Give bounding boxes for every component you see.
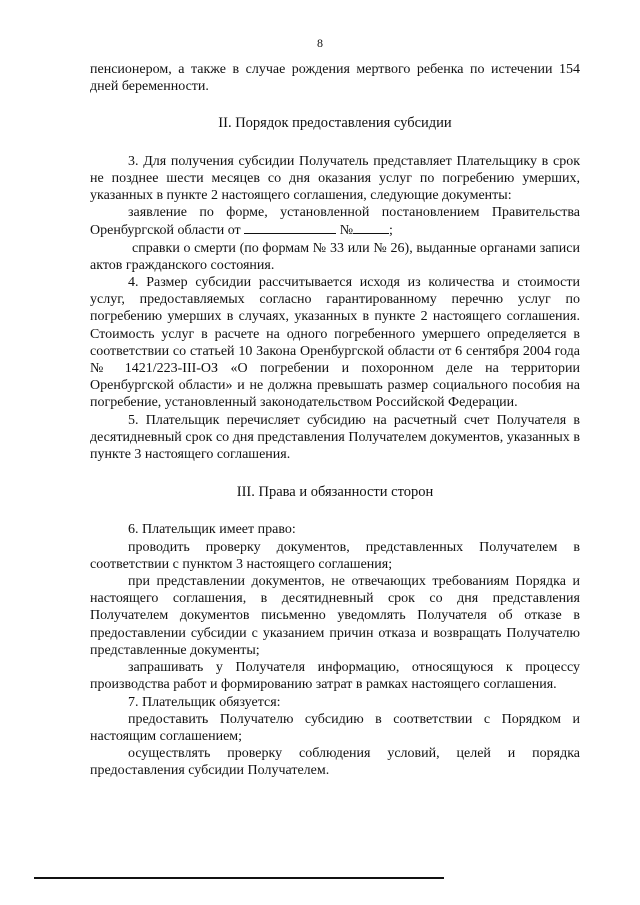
- paragraph-7: 7. Плательщик обязуется:: [128, 694, 281, 710]
- paragraph-6: 6. Плательщик имеет право:: [128, 522, 296, 538]
- paragraph-3-application: [90, 204, 580, 239]
- date-blank-line: [244, 221, 336, 234]
- bottom-divider: [34, 877, 444, 879]
- number-sign: №: [336, 223, 354, 239]
- paragraph-6-check: проводить проверку документов, представленных Получателем в соответствии с пунктом 3 настоящего соглашения;: [90, 539, 580, 572]
- paragraph-6-request: запрашивать у Получателя информацию, относящуюся к процессу производства работ и формированию затрат в рамках настоящего соглашения.: [90, 660, 580, 693]
- number-blank-line: [353, 221, 389, 234]
- application-text: заявление по форме, установленной постановлением Правительства Оренбургской области от: [90, 205, 580, 239]
- section-heading-ii: II. Порядок предоставления субсидии: [218, 115, 452, 132]
- paragraph-7-provide: предоставить Получателю субсидию в соответствии с Порядком и настоящим соглашением;: [90, 711, 580, 744]
- paragraph-6-refusal: при представлении документов, не отвечающих требованиям Порядка и настоящего соглашения, в десятидневный срок со дня представления Получателем документов письменно уведомлять Получателя об отказе в предоставлении субсидии с указанием причин отказа и возвращать Получателю представленные документы;: [90, 574, 580, 658]
- paragraph-3: 3. Для получения субсидии Получатель представляет Плательщику в срок не позднее шести месяцев со дня оказания услуг по погребению умерших, указанных в пункте 2 настоящего соглашения, следующие документы:: [90, 153, 580, 204]
- page-number: 8: [317, 36, 323, 50]
- paragraph-3-certificates: справки о смерти (по формам № 33 или № 26), выданные органами записи актов гражданского состояния.: [90, 240, 580, 273]
- paragraph-continuation: пенсионером, а также в случае рождения мертвого ребенка по истечении 154 дней беременности.: [90, 62, 580, 95]
- section-heading-iii: III. Права и обязанности сторон: [236, 484, 434, 501]
- document-body: [90, 61, 580, 780]
- paragraph-5: 5. Плательщик перечисляет субсидию на расчетный счет Получателя в десятидневный срок со дня представления Получателем документов, указанных в пункте 3 настоящего соглашения.: [90, 412, 580, 463]
- paragraph-4: 4. Размер субсидии рассчитывается исходя из количества и стоимости услуг, предоставляемых согласно гарантированному перечню услуг по погребению умерших в случаях, указанных в пункте 2 настоящего соглашения. Стоимость услуг в расчете на одного погребенного умершего определяется в соответствии со статьей 10 Закона Оренбургской области от 6 сентября 2004 года № 1421/223-III-ОЗ «О погребении и похоронном деле на территории Оренбургской области» и не должна превышать размер социального пособия на погребение, установленный законодательством Российской Федерации.: [90, 275, 580, 411]
- application-end: ;: [389, 223, 393, 239]
- paragraph-7-verify: осуществлять проверку соблюдения условий, целей и порядка предоставления субсидии Получателем.: [90, 746, 580, 779]
